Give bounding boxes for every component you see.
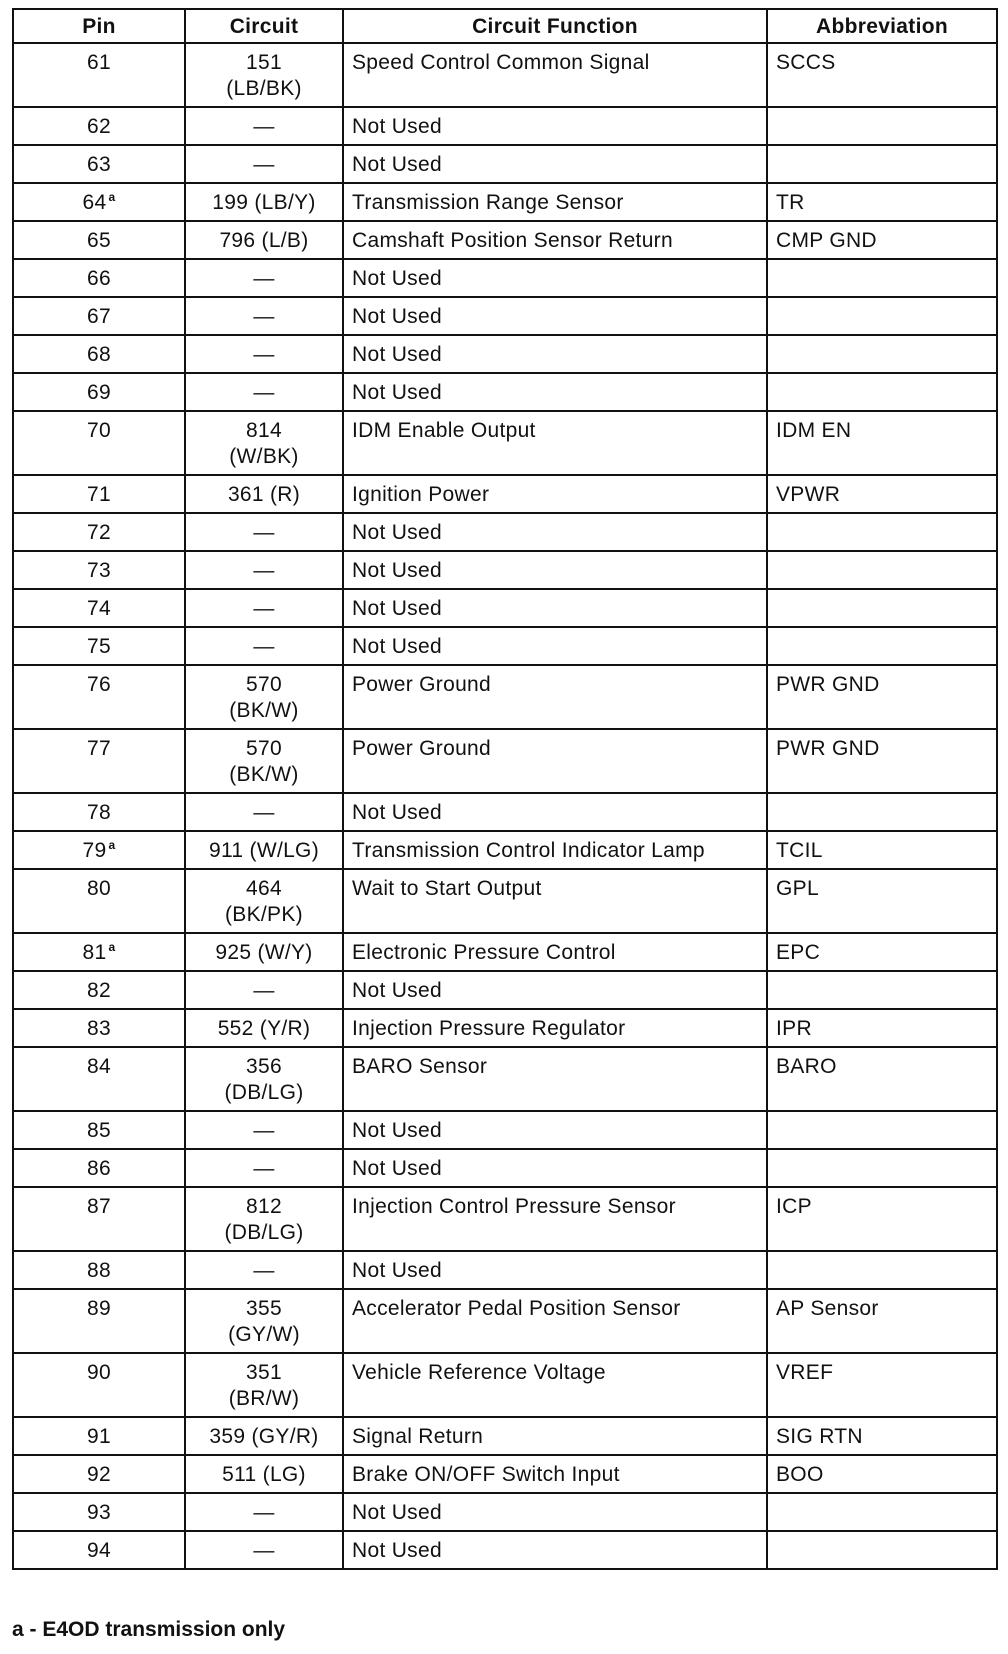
pin-cell	[13, 513, 185, 551]
pin-number: 85	[87, 1119, 111, 1142]
pin-cell	[13, 145, 185, 183]
table-row	[13, 793, 997, 831]
pin-cell	[13, 1187, 185, 1251]
pin-cell	[13, 1353, 185, 1417]
circuit-cell	[185, 793, 343, 831]
pin-number: 80	[87, 877, 111, 900]
pin-number: 82	[87, 979, 111, 1002]
circuit-line: —	[253, 597, 275, 620]
circuit-line: —	[253, 521, 275, 544]
circuit-line: 511 (LG)	[222, 1463, 306, 1486]
circuit-cell	[185, 831, 343, 869]
table-row	[13, 1417, 997, 1455]
circuit-line: —	[253, 381, 275, 404]
table-row	[13, 971, 997, 1009]
table-header-row	[13, 9, 997, 43]
circuit-line: (BK/W)	[229, 763, 299, 786]
table-row	[13, 297, 997, 335]
circuit-cell	[185, 627, 343, 665]
abbreviation-cell	[767, 1493, 997, 1531]
circuit-line: —	[253, 115, 275, 138]
pin-number: 88	[87, 1259, 111, 1282]
footnote: a - E4OD transmission only	[12, 1618, 286, 1641]
circuit-line: —	[253, 1157, 275, 1180]
circuit-cell	[185, 1149, 343, 1187]
circuit-cell	[185, 1251, 343, 1289]
pin-number: 83	[87, 1017, 111, 1040]
circuit-function-cell: Electronic Pressure Control	[343, 933, 767, 971]
circuit-function-cell: Power Ground	[343, 729, 767, 793]
abbreviation-cell	[767, 373, 997, 411]
table-row	[13, 259, 997, 297]
abbreviation-cell	[767, 259, 997, 297]
table-row	[13, 729, 997, 793]
circuit-function-cell: Not Used	[343, 1493, 767, 1531]
circuit-line: 796 (L/B)	[219, 229, 309, 252]
table-row	[13, 665, 997, 729]
abbreviation-cell: SIG RTN	[767, 1417, 997, 1455]
circuit-function-cell: Injection Control Pressure Sensor	[343, 1187, 767, 1251]
pin-cell	[13, 933, 185, 971]
table-row	[13, 1111, 997, 1149]
circuit-cell	[185, 335, 343, 373]
pin-cell	[13, 1289, 185, 1353]
table-row	[13, 1455, 997, 1493]
circuit-line: 351	[246, 1361, 282, 1384]
circuit-line: —	[253, 1501, 275, 1524]
pin-number: 73	[87, 559, 111, 582]
abbreviation-cell: TR	[767, 183, 997, 221]
circuit-cell	[185, 1047, 343, 1111]
pin-cell	[13, 221, 185, 259]
circuit-cell	[185, 183, 343, 221]
pin-cell	[13, 1251, 185, 1289]
circuit-cell	[185, 1531, 343, 1569]
pin-cell	[13, 1009, 185, 1047]
pin-number: 67	[87, 305, 111, 328]
pin-cell	[13, 831, 185, 869]
pin-cell	[13, 373, 185, 411]
circuit-function-cell: Not Used	[343, 335, 767, 373]
pin-cell	[13, 729, 185, 793]
table-row	[13, 1149, 997, 1187]
pin-number: 86	[87, 1157, 111, 1180]
circuit-cell	[185, 1493, 343, 1531]
abbreviation-cell: VPWR	[767, 475, 997, 513]
footnote-marker: a	[108, 190, 116, 204]
abbreviation-cell: PWR GND	[767, 729, 997, 793]
pin-cell	[13, 1047, 185, 1111]
pin-number: 90	[87, 1361, 111, 1384]
pin-number: 71	[87, 483, 111, 506]
pin-number: 89	[87, 1297, 111, 1320]
circuit-cell	[185, 475, 343, 513]
table-row	[13, 589, 997, 627]
abbreviation-cell: IPR	[767, 1009, 997, 1047]
pin-number: 65	[87, 229, 111, 252]
circuit-function-cell: Not Used	[343, 373, 767, 411]
circuit-line: —	[253, 153, 275, 176]
circuit-cell	[185, 411, 343, 475]
table-row	[13, 627, 997, 665]
circuit-cell	[185, 1289, 343, 1353]
pin-number: 63	[87, 153, 111, 176]
table-row	[13, 831, 997, 869]
circuit-function-cell: Not Used	[343, 971, 767, 1009]
circuit-cell	[185, 43, 343, 107]
circuit-line: —	[253, 267, 275, 290]
circuit-cell	[185, 589, 343, 627]
circuit-line: —	[253, 801, 275, 824]
circuit-line: 570	[246, 737, 282, 760]
circuit-line: 464	[246, 877, 282, 900]
table-row	[13, 221, 997, 259]
circuit-line: —	[253, 635, 275, 658]
circuit-cell	[185, 145, 343, 183]
pin-number: 84	[87, 1055, 111, 1078]
table-row	[13, 1187, 997, 1251]
pin-cell	[13, 793, 185, 831]
circuit-line: (DB/LG)	[224, 1081, 304, 1104]
circuit-line: 356	[246, 1055, 282, 1078]
pin-cell	[13, 1455, 185, 1493]
circuit-function-cell: Not Used	[343, 1531, 767, 1569]
table-row	[13, 373, 997, 411]
circuit-function-cell: Not Used	[343, 259, 767, 297]
abbreviation-cell: BOO	[767, 1455, 997, 1493]
circuit-function-cell: Not Used	[343, 1111, 767, 1149]
header-circuit: Circuit	[185, 9, 343, 43]
circuit-line: 361 (R)	[227, 483, 301, 506]
circuit-function-cell: Ignition Power	[343, 475, 767, 513]
table-row	[13, 1009, 997, 1047]
circuit-function-cell: Not Used	[343, 551, 767, 589]
pin-cell	[13, 335, 185, 373]
table-row	[13, 1251, 997, 1289]
abbreviation-cell: ICP	[767, 1187, 997, 1251]
pin-cell	[13, 183, 185, 221]
circuit-line: —	[253, 1259, 275, 1282]
circuit-function-cell: Not Used	[343, 145, 767, 183]
table-row	[13, 183, 997, 221]
table-row	[13, 335, 997, 373]
circuit-line: 570	[246, 673, 282, 696]
table-row	[13, 411, 997, 475]
pin-cell	[13, 551, 185, 589]
table-row	[13, 43, 997, 107]
table-body	[13, 43, 997, 1569]
circuit-function-cell: Not Used	[343, 107, 767, 145]
circuit-line: —	[253, 1539, 275, 1562]
abbreviation-cell	[767, 1251, 997, 1289]
circuit-cell	[185, 107, 343, 145]
pin-number: 68	[87, 343, 111, 366]
circuit-line: —	[253, 979, 275, 1002]
abbreviation-cell: PWR GND	[767, 665, 997, 729]
pin-number: 70	[87, 419, 111, 442]
abbreviation-cell	[767, 297, 997, 335]
circuit-line: —	[253, 343, 275, 366]
pin-number: 69	[87, 381, 111, 404]
circuit-line: (W/BK)	[229, 445, 299, 468]
circuit-function-cell: Signal Return	[343, 1417, 767, 1455]
circuit-line: —	[253, 559, 275, 582]
abbreviation-cell	[767, 971, 997, 1009]
pin-number: 94	[87, 1539, 111, 1562]
abbreviation-cell	[767, 145, 997, 183]
circuit-line: (BK/PK)	[225, 903, 303, 926]
circuit-function-cell: BARO Sensor	[343, 1047, 767, 1111]
circuit-line: 925 (W/Y)	[215, 941, 313, 964]
circuit-function-cell: Not Used	[343, 1251, 767, 1289]
abbreviation-cell	[767, 627, 997, 665]
pin-number: 61	[87, 51, 111, 74]
table-row	[13, 1289, 997, 1353]
pin-table	[12, 8, 998, 1570]
circuit-line: 359 (GY/R)	[209, 1425, 319, 1448]
pin-number: 93	[87, 1501, 111, 1524]
pin-number: 92	[87, 1463, 111, 1486]
circuit-line: (DB/LG)	[224, 1221, 304, 1244]
circuit-cell	[185, 297, 343, 335]
circuit-cell	[185, 1187, 343, 1251]
circuit-cell	[185, 1455, 343, 1493]
circuit-function-cell: Transmission Control Indicator Lamp	[343, 831, 767, 869]
circuit-cell	[185, 729, 343, 793]
circuit-function-cell: Injection Pressure Regulator	[343, 1009, 767, 1047]
pin-cell	[13, 259, 185, 297]
circuit-line: 552 (Y/R)	[217, 1017, 311, 1040]
circuit-cell	[185, 869, 343, 933]
circuit-line: 814	[246, 419, 282, 442]
circuit-line: 355	[246, 1297, 282, 1320]
circuit-cell	[185, 1353, 343, 1417]
pin-number: 81	[82, 941, 107, 964]
circuit-line: (GY/W)	[228, 1323, 300, 1346]
pin-number: 62	[87, 115, 111, 138]
circuit-line: (BR/W)	[228, 1387, 300, 1410]
circuit-function-cell: Not Used	[343, 297, 767, 335]
abbreviation-cell	[767, 335, 997, 373]
table-row	[13, 1353, 997, 1417]
pin-cell	[13, 411, 185, 475]
circuit-function-cell: Brake ON/OFF Switch Input	[343, 1455, 767, 1493]
abbreviation-cell	[767, 1111, 997, 1149]
abbreviation-cell: GPL	[767, 869, 997, 933]
table-row	[13, 869, 997, 933]
circuit-cell	[185, 933, 343, 971]
circuit-line: 911 (W/LG)	[209, 839, 319, 862]
circuit-line: —	[253, 305, 275, 328]
circuit-line: 199 (LB/Y)	[212, 191, 316, 214]
pin-cell	[13, 1417, 185, 1455]
table-row	[13, 1493, 997, 1531]
circuit-line: 151	[246, 51, 282, 74]
header-pin: Pin	[13, 9, 185, 43]
circuit-function-cell: Speed Control Common Signal	[343, 43, 767, 107]
circuit-cell	[185, 259, 343, 297]
circuit-function-cell: Not Used	[343, 513, 767, 551]
abbreviation-cell	[767, 513, 997, 551]
circuit-cell	[185, 373, 343, 411]
footnote-marker: a	[108, 940, 116, 954]
table-row	[13, 513, 997, 551]
abbreviation-cell: IDM EN	[767, 411, 997, 475]
abbreviation-cell: CMP GND	[767, 221, 997, 259]
pin-cell	[13, 1149, 185, 1187]
circuit-function-cell: Transmission Range Sensor	[343, 183, 767, 221]
pin-number: 76	[87, 673, 111, 696]
circuit-function-cell: IDM Enable Output	[343, 411, 767, 475]
abbreviation-cell: VREF	[767, 1353, 997, 1417]
circuit-cell	[185, 221, 343, 259]
header-abbreviation: Abbreviation	[767, 9, 997, 43]
pin-number: 91	[87, 1425, 111, 1448]
circuit-function-cell: Not Used	[343, 627, 767, 665]
pin-cell	[13, 43, 185, 107]
table-row	[13, 1047, 997, 1111]
pin-number: 74	[87, 597, 111, 620]
circuit-line: —	[253, 1119, 275, 1142]
circuit-cell	[185, 1111, 343, 1149]
pin-number: 87	[87, 1195, 111, 1218]
pin-cell	[13, 869, 185, 933]
pin-number: 66	[87, 267, 111, 290]
table-row	[13, 475, 997, 513]
pin-number: 77	[87, 737, 111, 760]
abbreviation-cell: AP Sensor	[767, 1289, 997, 1353]
abbreviation-cell	[767, 1149, 997, 1187]
circuit-cell	[185, 1009, 343, 1047]
pin-cell	[13, 475, 185, 513]
circuit-function-cell: Power Ground	[343, 665, 767, 729]
table-row	[13, 1531, 997, 1569]
circuit-cell	[185, 551, 343, 589]
circuit-cell	[185, 513, 343, 551]
abbreviation-cell: BARO	[767, 1047, 997, 1111]
pin-number: 78	[87, 801, 111, 824]
abbreviation-cell: TCIL	[767, 831, 997, 869]
pin-cell	[13, 665, 185, 729]
abbreviation-cell	[767, 589, 997, 627]
pin-cell	[13, 1111, 185, 1149]
pin-number: 75	[87, 635, 111, 658]
pin-cell	[13, 107, 185, 145]
circuit-line: 812	[246, 1195, 282, 1218]
circuit-function-cell: Accelerator Pedal Position Sensor	[343, 1289, 767, 1353]
circuit-cell	[185, 971, 343, 1009]
circuit-function-cell: Wait to Start Output	[343, 869, 767, 933]
pin-cell	[13, 971, 185, 1009]
pin-cell	[13, 1531, 185, 1569]
table-row	[13, 933, 997, 971]
abbreviation-cell	[767, 107, 997, 145]
circuit-function-cell: Not Used	[343, 1149, 767, 1187]
footnote-marker: a	[108, 838, 116, 852]
table-row	[13, 107, 997, 145]
abbreviation-cell	[767, 1531, 997, 1569]
circuit-line: (LB/BK)	[226, 77, 302, 100]
circuit-line: (BK/W)	[229, 699, 299, 722]
pin-number: 64	[82, 191, 107, 214]
pin-cell	[13, 589, 185, 627]
circuit-function-cell: Not Used	[343, 589, 767, 627]
abbreviation-cell	[767, 551, 997, 589]
circuit-function-cell: Camshaft Position Sensor Return	[343, 221, 767, 259]
circuit-function-cell: Not Used	[343, 793, 767, 831]
abbreviation-cell	[767, 793, 997, 831]
pin-number: 72	[87, 521, 111, 544]
abbreviation-cell: SCCS	[767, 43, 997, 107]
table-row	[13, 145, 997, 183]
circuit-cell	[185, 1417, 343, 1455]
abbreviation-cell: EPC	[767, 933, 997, 971]
table-row	[13, 551, 997, 589]
pin-number: 79	[82, 839, 107, 862]
header-circuit-function: Circuit Function	[343, 9, 767, 43]
circuit-cell	[185, 665, 343, 729]
pin-cell	[13, 297, 185, 335]
pin-cell	[13, 1493, 185, 1531]
circuit-function-cell: Vehicle Reference Voltage	[343, 1353, 767, 1417]
pin-cell	[13, 627, 185, 665]
